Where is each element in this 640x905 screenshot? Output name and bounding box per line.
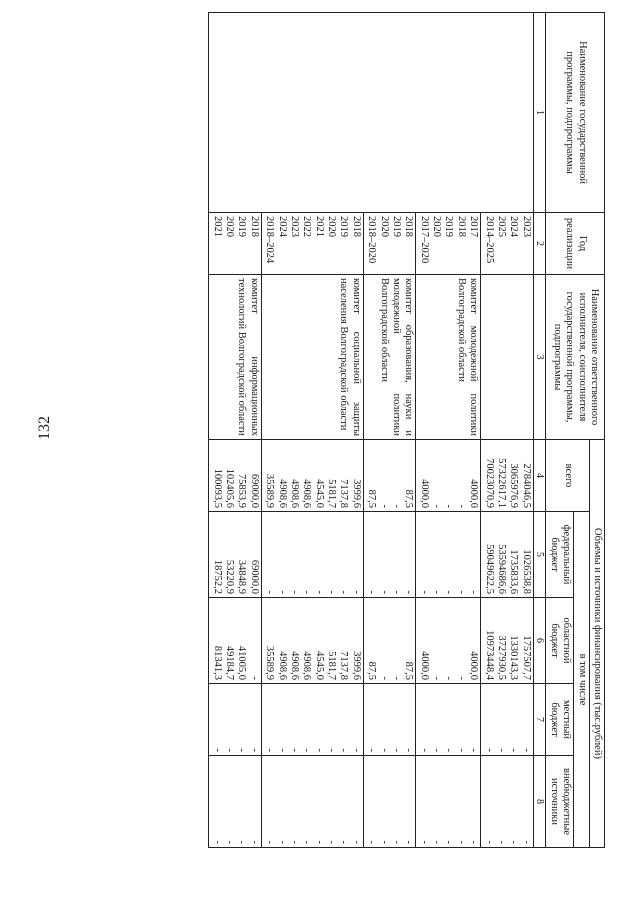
extra-value: -: [350, 840, 362, 845]
regional-cell: [209, 598, 262, 684]
header-executor: Наименование ответственного исполнителя, соисполнителя государственной программы, подпрограммы: [546, 275, 605, 440]
total-value: -: [455, 504, 467, 508]
extra-value: -: [390, 840, 402, 845]
page-number: 132: [36, 416, 53, 440]
extra-value: -: [211, 840, 223, 845]
local-value: -: [288, 748, 300, 752]
total-value: -: [390, 504, 402, 508]
header-year: Год реализации: [546, 213, 605, 275]
regional-value: -: [431, 676, 443, 680]
extra-value: -: [248, 840, 260, 845]
regional-value: 5181,7: [326, 651, 338, 680]
regional-value: 4000,0: [468, 651, 480, 680]
regional-value: 4908,6: [301, 651, 313, 680]
extra-value: -: [520, 840, 532, 845]
local-value: -: [468, 748, 480, 752]
year-value: 2021: [211, 216, 223, 237]
header-program: Наименование государственной программы, подпрограммы: [546, 13, 605, 213]
total-value: 70023070,9: [483, 458, 495, 508]
total-cell: [209, 440, 262, 512]
extra-value: -: [495, 840, 507, 845]
total-value: 4908,6: [288, 479, 300, 508]
local-cell: [416, 684, 481, 756]
federal-value: 1735833,6: [508, 549, 520, 594]
local-value: -: [211, 748, 223, 752]
total-value: 3999,6: [350, 479, 362, 508]
year-value: 2017–2020: [418, 216, 430, 264]
total-value: 35589,9: [264, 473, 276, 508]
regional-cell: [481, 598, 534, 684]
total-value: 3065976,9: [508, 463, 520, 508]
year-value: 2018–2024: [264, 216, 276, 264]
years-cell: [209, 213, 262, 275]
extra-value: -: [378, 840, 390, 845]
federal-value: -: [366, 590, 378, 594]
years-cell: [363, 213, 416, 275]
extra-value: -: [326, 840, 338, 845]
regional-value: 1330143,3: [508, 635, 520, 680]
federal-value: -: [403, 590, 415, 594]
table-row: [481, 13, 534, 848]
executor-cell: [209, 275, 262, 440]
regional-value: 41005,0: [236, 645, 248, 680]
regional-value: -: [390, 676, 402, 680]
year-value: 2023: [520, 216, 532, 237]
total-cell: [261, 440, 363, 512]
executor-name: комитет молодежной политики Волгоградской области: [455, 278, 480, 436]
extra-value: -: [313, 840, 325, 845]
extra-value: -: [236, 840, 248, 845]
extra-value: -: [301, 840, 313, 845]
year-value: 2018–2020: [366, 216, 378, 264]
extra-value: -: [264, 840, 276, 845]
table-header: [533, 13, 604, 848]
local-value: -: [483, 748, 495, 752]
extra-value: -: [403, 840, 415, 845]
local-cell: [261, 684, 363, 756]
federal-value: -: [418, 590, 430, 594]
column-number-row: [533, 13, 546, 848]
federal-value: 53594686,6: [495, 544, 507, 594]
federal-value: -: [431, 590, 443, 594]
year-value: 2025: [495, 216, 507, 237]
header-total: всего: [546, 440, 589, 512]
total-value: -: [378, 504, 390, 508]
years-cell: [481, 213, 534, 275]
year-value: 2020: [378, 216, 390, 237]
extra-value: -: [288, 840, 300, 845]
column-number: 5: [533, 512, 546, 598]
executor-name: комитет информационных технологий Волгоградской области: [236, 278, 260, 436]
financing-table: [208, 12, 605, 848]
regional-value: 4908,6: [288, 651, 300, 680]
extra-cell: [209, 756, 262, 848]
federal-cell: [209, 512, 262, 598]
executor-cell: [416, 275, 481, 440]
total-value: 4000,0: [468, 479, 480, 508]
extra-cell: [363, 756, 416, 848]
federal-value: -: [313, 590, 325, 594]
extra-value: -: [366, 840, 378, 845]
federal-value: -: [338, 590, 350, 594]
year-value: 2022: [301, 216, 313, 237]
regional-value: -: [248, 676, 260, 680]
column-number: 8: [533, 756, 546, 848]
federal-value: 34848,9: [236, 559, 248, 594]
local-value: -: [455, 748, 467, 752]
federal-value: -: [350, 590, 362, 594]
regional-value: -: [455, 676, 467, 680]
total-value: 4908,6: [276, 479, 288, 508]
federal-value: 69000,0: [248, 559, 260, 594]
total-value: 102405,6: [224, 468, 236, 508]
total-value: -: [431, 504, 443, 508]
federal-cell: [363, 512, 416, 598]
total-value: 69000,0: [248, 473, 260, 508]
local-value: -: [248, 748, 260, 752]
federal-value: -: [276, 590, 288, 594]
header-regional: областной бюджет: [546, 598, 574, 684]
extra-value: -: [276, 840, 288, 845]
local-value: -: [224, 748, 236, 752]
total-cell: [481, 440, 534, 512]
column-number: 3: [533, 275, 546, 440]
total-value: 87,5: [403, 489, 415, 508]
federal-value: -: [301, 590, 313, 594]
year-value: 2019: [236, 216, 248, 237]
year-value: 2019: [390, 216, 402, 237]
federal-value: -: [378, 590, 390, 594]
federal-value: 18752,2: [211, 559, 223, 594]
local-cell: [363, 684, 416, 756]
executor-name: комитет социальной защиты населения Волгоградской области: [338, 278, 362, 436]
regional-value: 49184,7: [224, 645, 236, 680]
federal-value: -: [443, 590, 455, 594]
federal-cell: [481, 512, 534, 598]
extra-value: -: [338, 840, 350, 845]
regional-value: 3727930,5: [495, 635, 507, 680]
local-value: -: [403, 748, 415, 752]
year-value: 2014–2025: [483, 216, 495, 264]
local-value: -: [520, 748, 532, 752]
total-cell: [416, 440, 481, 512]
extra-value: -: [483, 840, 495, 845]
federal-value: -: [288, 590, 300, 594]
regional-value: 4000,0: [418, 651, 430, 680]
year-value: 2020: [431, 216, 443, 237]
year-value: 2019: [338, 216, 350, 237]
federal-cell: [416, 512, 481, 598]
federal-value: 59049622,5: [483, 544, 495, 594]
header-federal: федеральный бюджет: [546, 512, 574, 598]
total-value: 100093,5: [211, 468, 223, 508]
extra-cell: [481, 756, 534, 848]
federal-cell: [261, 512, 363, 598]
federal-value: 53220,9: [224, 559, 236, 594]
regional-cell: [261, 598, 363, 684]
year-value: 2021: [313, 216, 325, 237]
header-local: местный бюджет: [546, 684, 574, 756]
year-value: 2020: [224, 216, 236, 237]
extra-cell: [416, 756, 481, 848]
total-value: 4000,0: [418, 479, 430, 508]
extra-value: -: [508, 840, 520, 845]
extra-value: -: [468, 840, 480, 845]
total-value: -: [443, 504, 455, 508]
regional-value: -: [378, 676, 390, 680]
regional-value: 4908,6: [276, 651, 288, 680]
executor-name: комитет образования, науки и молодежной политики Волгоградской области: [378, 278, 415, 436]
year-value: 2019: [443, 216, 455, 237]
regional-value: -: [443, 676, 455, 680]
federal-value: -: [264, 590, 276, 594]
local-value: -: [508, 748, 520, 752]
local-cell: [481, 684, 534, 756]
total-value: 57322617,1: [495, 458, 507, 508]
total-value: 2784046,5: [520, 463, 532, 508]
total-value: 87,5: [366, 489, 378, 508]
total-value: 5181,7: [326, 479, 338, 508]
program-cell: [209, 13, 533, 213]
extra-value: -: [455, 840, 467, 845]
federal-value: -: [455, 590, 467, 594]
year-value: 2018: [403, 216, 415, 237]
local-value: -: [350, 748, 362, 752]
local-value: -: [301, 748, 313, 752]
year-value: 2024: [508, 216, 520, 237]
extra-value: -: [224, 840, 236, 845]
regional-value: 7137,8: [338, 651, 350, 680]
years-cell: [416, 213, 481, 275]
local-value: -: [431, 748, 443, 752]
local-value: -: [366, 748, 378, 752]
local-value: -: [390, 748, 402, 752]
year-value: 2023: [288, 216, 300, 237]
total-value: 4908,6: [301, 479, 313, 508]
year-value: 2020: [326, 216, 338, 237]
local-value: -: [418, 748, 430, 752]
local-value: -: [495, 748, 507, 752]
local-value: -: [326, 748, 338, 752]
local-value: -: [443, 748, 455, 752]
regional-value: 35589,9: [264, 645, 276, 680]
regional-value: 87,5: [366, 661, 378, 680]
total-value: 7137,8: [338, 479, 350, 508]
federal-value: -: [390, 590, 402, 594]
regional-value: 3999,6: [350, 651, 362, 680]
header-financing: Объемы и источники финансирования (тыс.рублей): [589, 440, 604, 848]
regional-value: 10973448,4: [483, 630, 495, 680]
local-value: -: [338, 748, 350, 752]
header-including: в том числе: [574, 512, 589, 848]
rotated-table-container: [65, 12, 605, 847]
year-value: 2018: [248, 216, 260, 237]
year-value: 2017: [468, 216, 480, 237]
table-body: [209, 13, 533, 848]
local-value: -: [313, 748, 325, 752]
local-value: -: [378, 748, 390, 752]
header-extra: внебюджетные источники: [546, 756, 574, 848]
regional-cell: [363, 598, 416, 684]
column-number: 6: [533, 598, 546, 684]
regional-value: 81341,3: [211, 645, 223, 680]
total-value: 4545,0: [313, 479, 325, 508]
extra-value: -: [443, 840, 455, 845]
local-value: -: [276, 748, 288, 752]
total-cell: [363, 440, 416, 512]
column-number: 4: [533, 440, 546, 512]
federal-value: 1026538,8: [520, 549, 532, 594]
local-value: -: [236, 748, 248, 752]
executor-cell: [261, 275, 363, 440]
column-number: 7: [533, 684, 546, 756]
federal-value: -: [326, 590, 338, 594]
column-number: 2: [533, 213, 546, 275]
year-value: 2018: [350, 216, 362, 237]
local-cell: [209, 684, 262, 756]
column-number: 1: [533, 13, 546, 213]
executor-cell: [481, 275, 534, 440]
total-value: 75853,9: [236, 473, 248, 508]
executor-cell: [363, 275, 416, 440]
federal-value: -: [468, 590, 480, 594]
regional-cell: [416, 598, 481, 684]
year-value: 2024: [276, 216, 288, 237]
regional-value: 87,5: [403, 661, 415, 680]
extra-value: -: [418, 840, 430, 845]
year-value: 2018: [455, 216, 467, 237]
extra-value: -: [431, 840, 443, 845]
years-cell: [261, 213, 363, 275]
local-value: -: [264, 748, 276, 752]
extra-cell: [261, 756, 363, 848]
regional-value: 4545,0: [313, 651, 325, 680]
regional-value: 1757507,7: [520, 635, 532, 680]
